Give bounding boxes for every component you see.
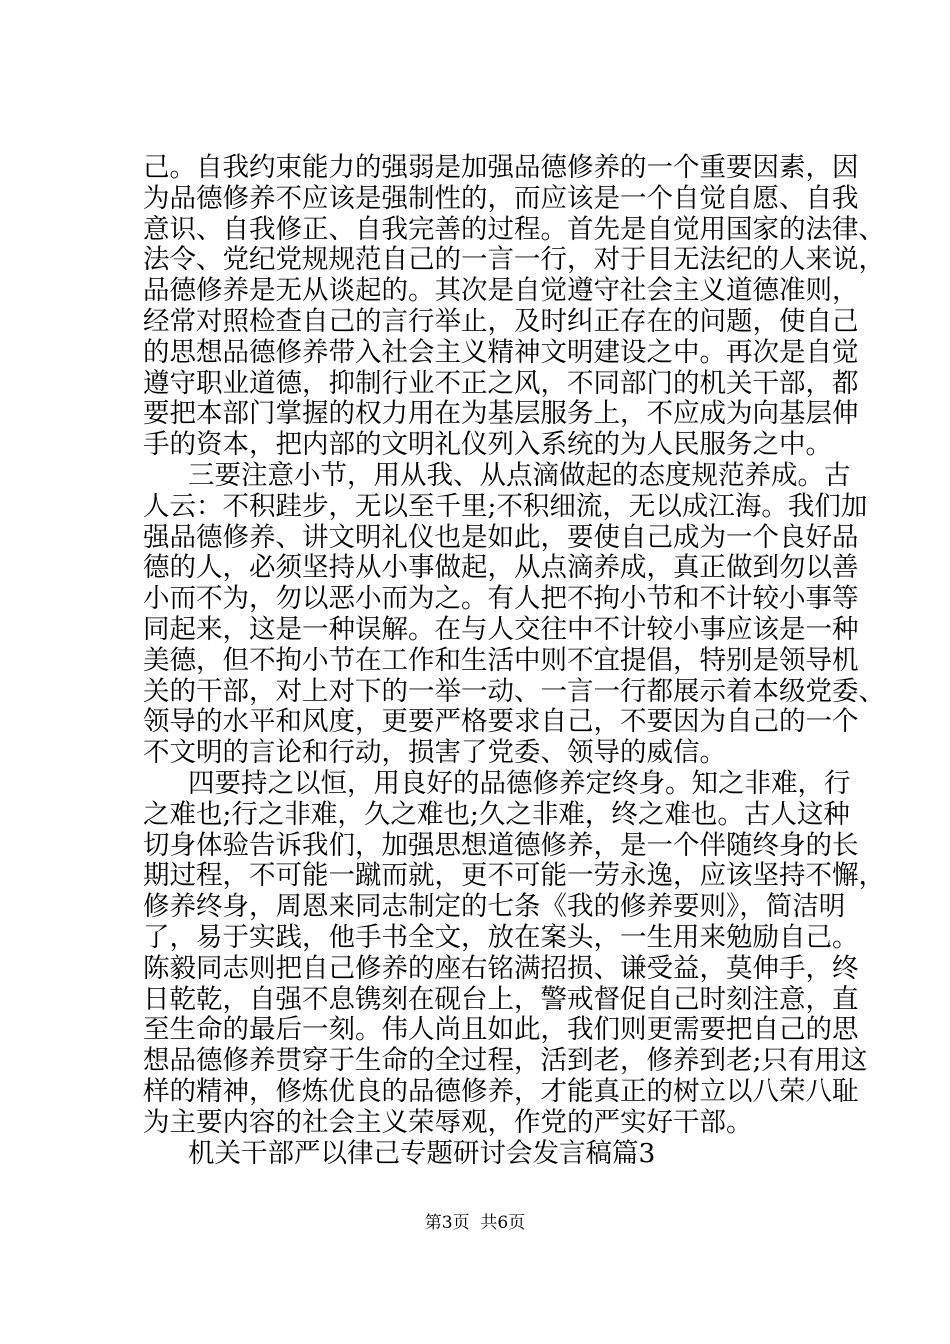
- text-line: 己。自我约束能力的强弱是加强品德修养的一个重要因素，因: [143, 152, 859, 183]
- text-line: 至生命的最后一刻。伟人尚且如此，我们则更需要把自己的思: [143, 1014, 859, 1046]
- text-line: 不文明的言论和行动，损害了党委、领导的威信。: [143, 737, 726, 769]
- text-line: 陈毅同志则把自己修养的座右铭满招损、谦受益，莫伸手，终: [143, 952, 859, 984]
- body-text: [143, 152, 885, 1169]
- paragraph-start-line: 四要持之以恒，用良好的品德修养定终身。知之非难，行: [188, 767, 851, 799]
- text-line: 品德修养是无从谈起的。其次是自觉遵守社会主义道德准则，: [143, 275, 859, 307]
- text-line: 想品德修养贯穿于生命的全过程，活到老，修养到老;只有用这: [143, 1045, 868, 1077]
- text-line: 领导的水平和风度，更要严格要求自己，不要因为自己的一个: [143, 706, 859, 738]
- text-line: 的思想品德修养带入社会主义精神文明建设之中。再次是自觉: [143, 336, 859, 368]
- page-number-footer: 第3页 共6页: [424, 1213, 526, 1233]
- text-line: 法令、党纪党规规范自己的一言一行，对于目无法纪的人来说，: [143, 244, 885, 276]
- text-line: 修养终身，周恩来同志制定的七条《我的修养要则》，简洁明: [143, 891, 846, 923]
- text-line: 经常对照检查自己的言行举止，及时纠正存在的问题，使自己: [143, 305, 859, 337]
- paragraph-start-line: 三要注意小节，用从我、从点滴做起的态度规范养成。古: [188, 459, 851, 491]
- section-heading-line: 机关干部严以律己专题研讨会发言稿篇3: [188, 1137, 656, 1169]
- text-line: 意识、自我修正、自我完善的过程。首先是自觉用国家的法律、: [143, 213, 885, 245]
- text-line: 了，易于实践，他手书全文，放在案头，一生用来勉励自己。: [143, 921, 859, 953]
- text-line: 关的干部，对上对下的一举一动、一言一行都展示着本级党委、: [143, 675, 885, 707]
- text-line: 之难也;行之非难，久之难也;久之非难，终之难也。古人这种: [143, 798, 850, 830]
- text-line: 日乾乾，自强不息镌刻在砚台上，警戒督促自己时刻注意，直: [143, 983, 859, 1015]
- text-line: 样的精神，修炼优良的品德修养，才能真正的树立以八荣八耻: [143, 1075, 859, 1107]
- text-line: 遵守职业道德，抑制行业不正之风，不同部门的机关干部，都: [143, 367, 859, 399]
- text-line: 美德，但不拘小节在工作和生活中则不宜提倡，特别是领导机: [143, 644, 859, 676]
- text-line: 人云：不积跬步，无以至千里;不积细流，无以成江海。我们加: [143, 490, 868, 522]
- text-line: 切身体验告诉我们，加强思想道德修养，是一个伴随终身的长: [143, 829, 859, 861]
- text-line: 要把本部门掌握的权力用在为基层服务上，不应成为向基层伸: [143, 398, 859, 430]
- text-line: 同起来，这是一种误解。在与人交往中不计较小事应该是一种: [143, 613, 859, 645]
- text-line: 为主要内容的社会主义荣辱观，作党的严实好干部。: [143, 1106, 753, 1138]
- text-line: 期过程，不可能一蹴而就，更不可能一劳永逸，应该坚持不懈，: [143, 860, 885, 892]
- text-line: 德的人，必须坚持从小事做起，从点滴养成，真正做到勿以善: [143, 552, 859, 584]
- text-line: 小而不为，勿以恶小而为之。有人把不拘小节和不计较小事等: [143, 583, 859, 615]
- text-line: 为品德修养不应该是强制性的，而应该是一个自觉自愿、自我: [143, 182, 859, 214]
- text-line: 手的资本，把内部的文明礼仪列入系统的为人民服务之中。: [143, 429, 832, 461]
- text-line: 强品德修养、讲文明礼仪也是如此，要使自己成为一个良好品: [143, 521, 859, 553]
